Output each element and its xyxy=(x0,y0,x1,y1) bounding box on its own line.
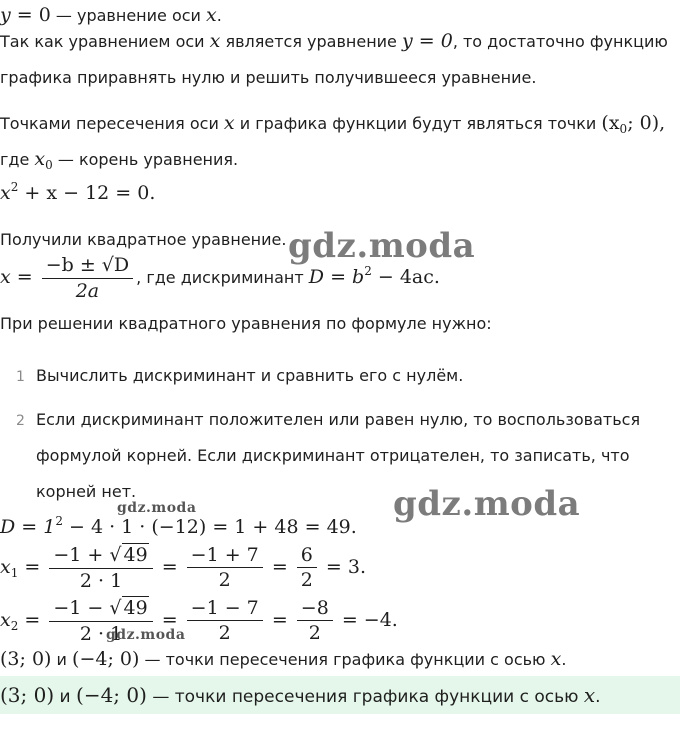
watermark-logo: gdz.moda xyxy=(106,627,186,643)
paragraph-intersection-points: Точками пересечения оси x и графика функции будут являться точки ($x_0$; 0), xyxy=(0,112,666,136)
root-x2: $x_2$ = $\frac{-1 - √ 49}{2 \cdot 1}$ = $\frac{-1 - 7}{2}$ = $\frac{-8}{2}$ = −4. xyxy=(0,596,398,645)
step-text: корней нет. xyxy=(36,482,137,501)
root-x1: $x_1$ = $\frac{-1 + √ 49}{2 \cdot 1}$ = $\frac{-1 + 7}{2}$ = $\frac{6}{2}$ = 3. xyxy=(0,543,367,592)
quadratic-intro: Получили квадратное уравнение. xyxy=(0,230,287,249)
step-number: 2 xyxy=(16,413,25,429)
watermark-logo: gdz.moda xyxy=(288,226,476,266)
axis-equation-line: y = 0 — уравнение оси x. xyxy=(0,4,222,26)
paragraph-axis-condition: Так как уравнением оси x является уравнение y = 0, то достаточно функцию xyxy=(0,30,668,52)
step-number: 1 xyxy=(16,369,25,385)
paragraph-root-definition: где $x_0$ — корень уравнения. xyxy=(0,148,239,172)
watermark-logo: gdz.moda xyxy=(393,484,581,524)
paragraph-axis-condition-line2: графика приравнять нулю и решить получившееся уравнение. xyxy=(0,68,537,87)
steps-intro: При решении квадратного уравнения по формуле нужно: xyxy=(0,314,492,333)
discriminant-calculation: $D = 1^2 - 4 \cdot 1 \cdot (-12) = 1 + 48 = 49$. xyxy=(0,514,357,538)
step-text: Вычислить дискриминант и сравнить его с нулём. xyxy=(36,366,464,385)
roots-formula: x = $\frac{-b \pm √D}{2a}$ , где дискриминант $D = b^2 - 4ac$. xyxy=(0,254,440,302)
answer-text: (3; 0) и (−4; 0) — точки пересечения графика функции с осью x. xyxy=(0,683,601,707)
conclusion-line: (3; 0) и (−4; 0) — точки пересечения графика функции с осью x. xyxy=(0,648,567,670)
step-text: Если дискриминант положителен или равен нулю, то воспользоваться xyxy=(36,410,641,429)
quadratic-equation: $x^2 + x - 12 = 0$. xyxy=(0,180,156,204)
step-text: формулой корней. Если дискриминант отрицателен, то записать, что xyxy=(36,446,630,465)
watermark-logo: gdz.moda xyxy=(117,500,197,516)
formula-fraction: $\frac{-b \pm √D}{2a}$ xyxy=(42,254,133,303)
